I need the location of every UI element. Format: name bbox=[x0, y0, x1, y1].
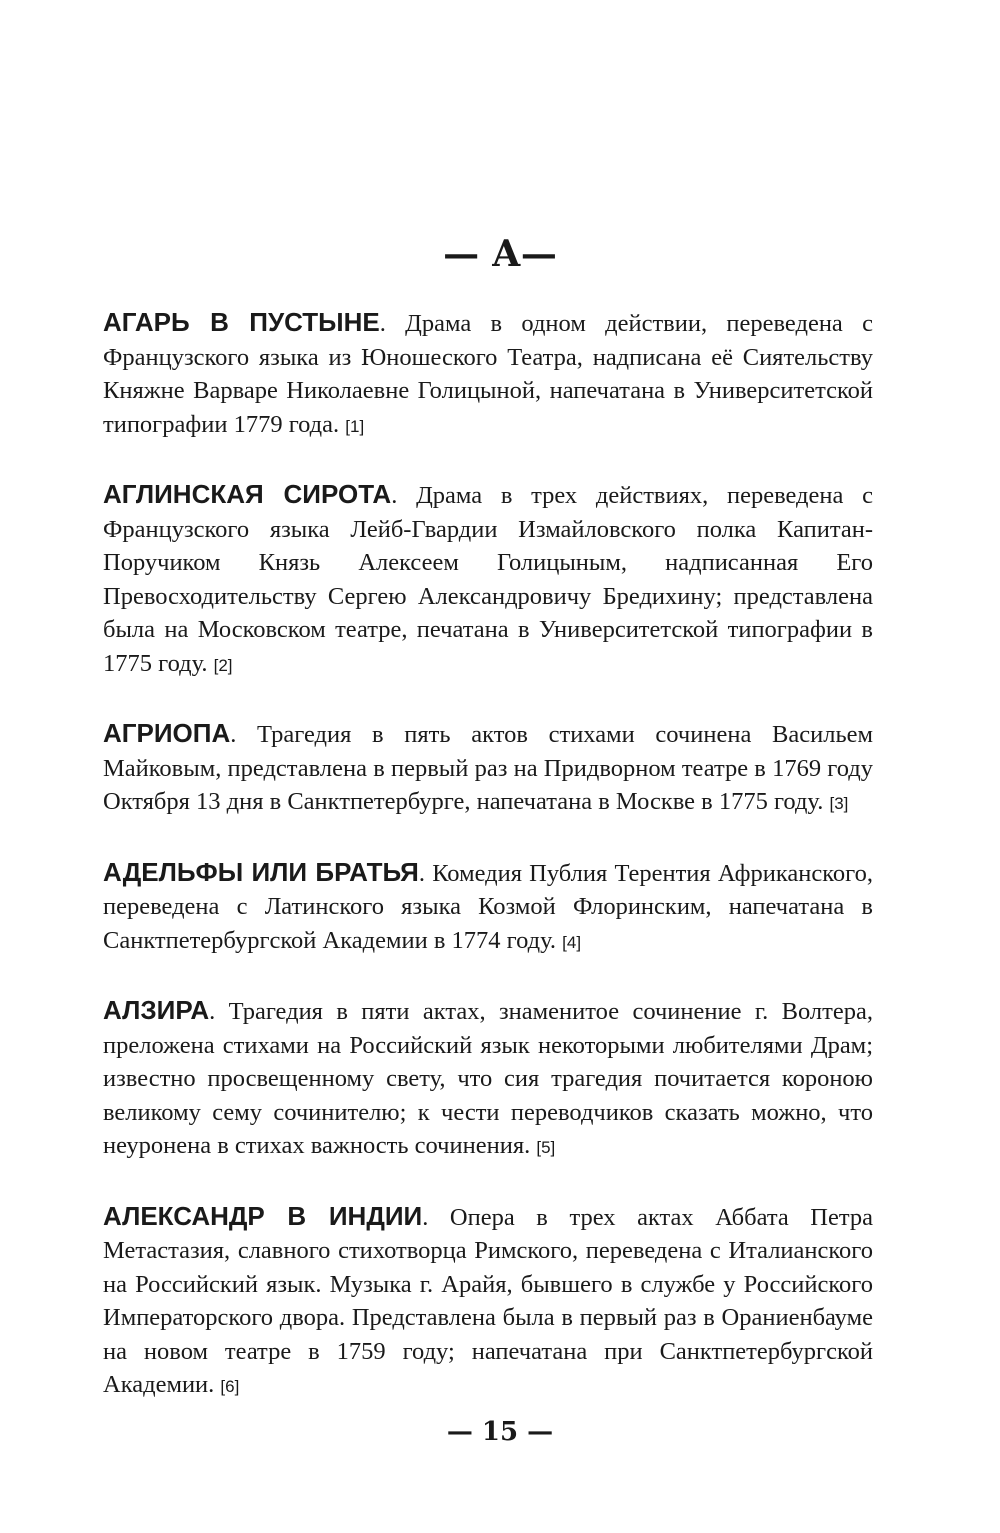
dictionary-entries bbox=[103, 306, 873, 1439]
entry-title: АГАРЬ В ПУСТЫНЕ bbox=[103, 307, 380, 337]
page-number: — 15 — bbox=[446, 1417, 554, 1447]
footnote-ref[interactable]: [4] bbox=[562, 932, 582, 952]
entry-text: . Драма в одном действии, переведена с Французского языка из Юношеского Театра, надписана её Сиятельству Княжне Варваре Николаевне Голицыной, напечатана в Университетской типографии 1779 года. bbox=[103, 310, 873, 438]
entry-title: АГЛИНСКАЯ СИРОТА bbox=[103, 479, 392, 509]
footnote-ref[interactable]: [3] bbox=[829, 794, 849, 813]
entry-title: АЛЗИРА bbox=[103, 995, 210, 1025]
footnote-ref[interactable]: [1] bbox=[345, 416, 365, 436]
entry-aleksandr-v-indii bbox=[103, 1200, 873, 1404]
section-heading: — А— bbox=[443, 233, 557, 275]
entry-text: . Трагедия в пяти актах, знаменитое сочинение г. Волтера, преложена стихами на Российский язык некоторыми любителями Драм; известно просвещенному свету, что сия трагедия почитается короною великому сему сочинителю; к чести переводчиков сказать можно, что неуронена в стихах важность сочинения. bbox=[103, 998, 873, 1159]
entry-title: АГРИОПА bbox=[103, 718, 231, 748]
entry-title: АЛЕКСАНДР В ИНДИИ bbox=[103, 1200, 423, 1231]
entry-text: . Комедия Публия Терентия Африканского, переведена с Латинского языка Козмой Флоринским, напечатана в Санктпетербургской Академии в 1774 году. bbox=[103, 859, 873, 954]
entry-adelfy-ili-bratya bbox=[103, 856, 873, 960]
entry-agriopa bbox=[103, 717, 873, 821]
footnote-ref[interactable]: [2] bbox=[213, 655, 233, 675]
footnote-ref[interactable]: [6] bbox=[220, 1377, 240, 1396]
entry-text: . Опера в трех актах Аббата Петра Метастазия, славного стихотворца Римского, переведена с Италианского на Российский язык. Музыка г. Арайя, бывшего в службе у Российского Императорского двора. Представлена была в первый раз в Ораниенбауме на новом театре в 1759 году; напечатана при Санктпетербургской Академии. bbox=[103, 1203, 873, 1398]
entry-aglinskaya-sirota bbox=[103, 478, 873, 682]
entry-agar-v-pustyne bbox=[103, 306, 873, 443]
entry-title: АДЕЛЬФЫ ИЛИ БРАТЬЯ bbox=[103, 856, 419, 887]
footnote-ref[interactable]: [5] bbox=[536, 1138, 556, 1157]
entry-alzira bbox=[103, 994, 873, 1165]
entry-text: . Драма в трех действиях, переведена с Французского языка Лейб-Гвардии Измайловского полка Капитан-Поручиком Князь Алексеем Голицыным, надписанная Его Превосходительству Сергею Александровичу Бредихину; представлена была на Московском театре, печатана в Университетской типографии в 1775 году. bbox=[103, 482, 873, 677]
entry-text: . Трагедия в пять актов стихами сочинена Васильем Майковым, представлена в первый раз на Придворном театре в 1769 году Октября 13 дня в Санктпетербурге, напечатана в Москве в 1775 году. bbox=[103, 721, 873, 815]
